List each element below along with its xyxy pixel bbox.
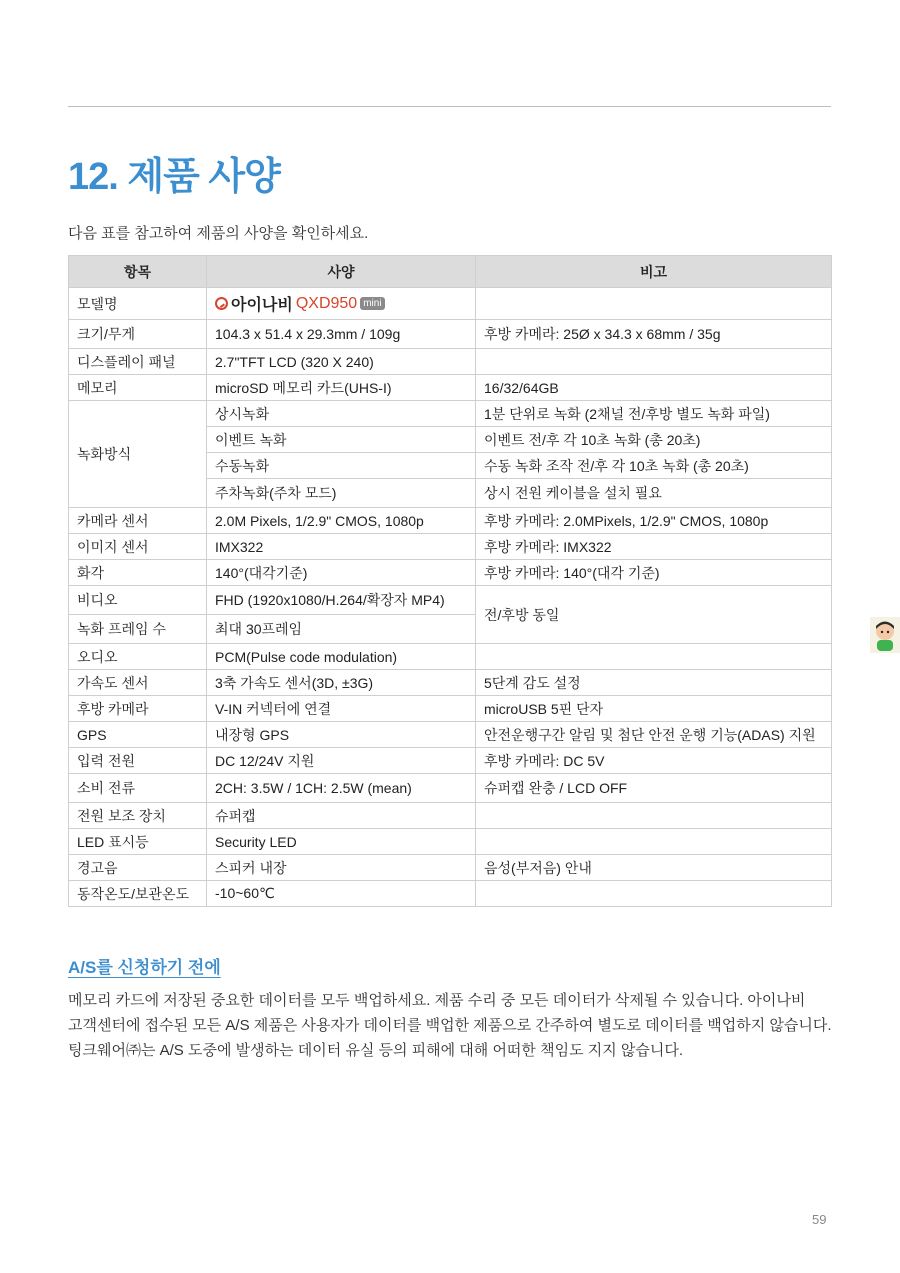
- table-row: [69, 349, 832, 375]
- cell-note: 후방 카메라: 2.0MPixels, 1/2.9" CMOS, 1080p: [476, 508, 832, 534]
- cell-spec: 슈퍼캡: [207, 803, 476, 829]
- cell-spec: 주차녹화(주차 모드): [207, 479, 476, 508]
- cell-item: 비디오: [69, 586, 207, 615]
- cell-note: [476, 644, 832, 670]
- cell-spec: 140°(대각기준): [207, 560, 476, 586]
- top-divider: [68, 106, 831, 107]
- cell-spec: 내장형 GPS: [207, 722, 476, 748]
- cell-item: 전원 보조 장치: [69, 803, 207, 829]
- spec-table: [68, 255, 832, 907]
- brand-badge: mini: [360, 297, 384, 310]
- table-row: [69, 829, 832, 855]
- table-row: [69, 534, 832, 560]
- cell-item: LED 표시등: [69, 829, 207, 855]
- cell-item: 디스플레이 패널: [69, 349, 207, 375]
- cell-item: 오디오: [69, 644, 207, 670]
- cell-spec: 2.7"TFT LCD (320 X 240): [207, 349, 476, 375]
- cell-note: 후방 카메라: IMX322: [476, 534, 832, 560]
- cell-item: 카메라 센서: [69, 508, 207, 534]
- cell-item: 녹화방식: [69, 401, 207, 508]
- table-row: [69, 722, 832, 748]
- cell-note: microUSB 5핀 단자: [476, 696, 832, 722]
- cell-item: GPS: [69, 722, 207, 748]
- cell-note: 5단계 감도 설정: [476, 670, 832, 696]
- cell-note: [476, 803, 832, 829]
- cell-note: 상시 전원 케이블을 설치 필요: [476, 479, 832, 508]
- cell-spec: 최대 30프레임: [207, 615, 476, 644]
- cell-note: 전/후방 동일: [476, 586, 832, 644]
- cell-spec: Security LED: [207, 829, 476, 855]
- cell-item: 이미지 센서: [69, 534, 207, 560]
- cell-note: 슈퍼캡 완충 / LCD OFF: [476, 774, 832, 803]
- cell-spec: [207, 288, 476, 320]
- page-number: 59: [812, 1212, 827, 1227]
- as-section-heading: A/S를 신청하기 전에: [68, 958, 221, 977]
- cell-note: [476, 881, 832, 907]
- as-paragraph-line: 메모리 카드에 저장된 중요한 데이터를 모두 백업하세요. 제품 수리 중 모든 데이터가 삭제될 수 있습니다. 아이나비: [68, 992, 806, 1009]
- table-row: [69, 696, 832, 722]
- cell-note: 후방 카메라: DC 5V: [476, 748, 832, 774]
- brand-logo: [215, 292, 385, 315]
- brand-model: QXD950: [295, 294, 358, 312]
- cell-note: 안전운행구간 알림 및 첨단 안전 운행 기능(ADAS) 지원: [476, 722, 832, 748]
- cell-note: 1분 단위로 녹화 (2채널 전/후방 별도 녹화 파일): [476, 401, 832, 427]
- cell-note: [476, 829, 832, 855]
- cell-note: [476, 349, 832, 375]
- cell-item: 모델명: [69, 288, 207, 320]
- table-row: [69, 670, 832, 696]
- cell-spec: PCM(Pulse code modulation): [207, 644, 476, 670]
- cell-note: 16/32/64GB: [476, 375, 832, 401]
- table-row: [69, 375, 832, 401]
- as-paragraph-line: 고객센터에 접수된 모든 A/S 제품은 사용자가 데이터를 백업한 제품으로 간주하여 별도로 데이터를 백업하지 않습니다.: [68, 1017, 832, 1034]
- cell-item: 메모리: [69, 375, 207, 401]
- table-row: [69, 855, 832, 881]
- intro-text: 다음 표를 참고하여 제품의 사양을 확인하세요.: [68, 225, 369, 242]
- as-section-body: [68, 988, 838, 1063]
- cell-note: 이벤트 전/후 각 10초 녹화 (총 20초): [476, 427, 832, 453]
- table-row: [69, 320, 832, 349]
- cell-item: 입력 전원: [69, 748, 207, 774]
- cell-spec: 상시녹화: [207, 401, 476, 427]
- cell-item: 크기/무게: [69, 320, 207, 349]
- table-row: [69, 586, 832, 615]
- cell-item: 녹화 프레임 수: [69, 615, 207, 644]
- page-title: 12. 제품 사양: [68, 156, 280, 198]
- cell-spec: DC 12/24V 지원: [207, 748, 476, 774]
- header-spec: 사양: [207, 256, 476, 288]
- table-row: [69, 774, 832, 803]
- cell-item: 후방 카메라: [69, 696, 207, 722]
- header-note: 비고: [476, 256, 832, 288]
- cell-note: 후방 카메라: 25Ø x 34.3 x 68mm / 35g: [476, 320, 832, 349]
- cell-note: [476, 288, 832, 320]
- table-row: [69, 644, 832, 670]
- cell-spec: 2CH: 3.5W / 1CH: 2.5W (mean): [207, 774, 476, 803]
- table-row: [69, 508, 832, 534]
- header-item: 항목: [69, 256, 207, 288]
- cell-item: 소비 전류: [69, 774, 207, 803]
- cell-spec: IMX322: [207, 534, 476, 560]
- cell-spec: microSD 메모리 카드(UHS-I): [207, 375, 476, 401]
- cell-spec: 이벤트 녹화: [207, 427, 476, 453]
- table-row: [69, 401, 832, 427]
- mascot-icon: [870, 617, 900, 653]
- table-header-row: [69, 256, 832, 288]
- table-row: [69, 881, 832, 907]
- cell-note: 수동 녹화 조작 전/후 각 10초 녹화 (총 20초): [476, 453, 832, 479]
- table-row: [69, 748, 832, 774]
- table-row: [69, 560, 832, 586]
- cell-note: 음성(부저음) 안내: [476, 855, 832, 881]
- cell-spec: 2.0M Pixels, 1/2.9" CMOS, 1080p: [207, 508, 476, 534]
- cell-spec: FHD (1920x1080/H.264/확장자 MP4): [207, 586, 476, 615]
- cell-spec: 3축 가속도 센서(3D, ±3G): [207, 670, 476, 696]
- table-row: [69, 803, 832, 829]
- cell-note: 후방 카메라: 140°(대각 기준): [476, 560, 832, 586]
- cell-item: 동작온도/보관온도: [69, 881, 207, 907]
- brand-mark-icon: [215, 297, 228, 310]
- cell-item: 가속도 센서: [69, 670, 207, 696]
- as-paragraph-line: 팅크웨어㈜는 A/S 도중에 발생하는 데이터 유실 등의 피해에 대해 어떠한 책임도 지지 않습니다.: [68, 1042, 683, 1059]
- cell-item: 경고음: [69, 855, 207, 881]
- table-row: [69, 288, 832, 320]
- cell-spec: V-IN 커넥터에 연결: [207, 696, 476, 722]
- cell-spec: 수동녹화: [207, 453, 476, 479]
- cell-spec: 스피커 내장: [207, 855, 476, 881]
- cell-item: 화각: [69, 560, 207, 586]
- brand-name: 아이나비: [231, 297, 293, 314]
- cell-spec: 104.3 x 51.4 x 29.3mm / 109g: [207, 320, 476, 349]
- cell-spec: -10~60℃: [207, 881, 476, 907]
